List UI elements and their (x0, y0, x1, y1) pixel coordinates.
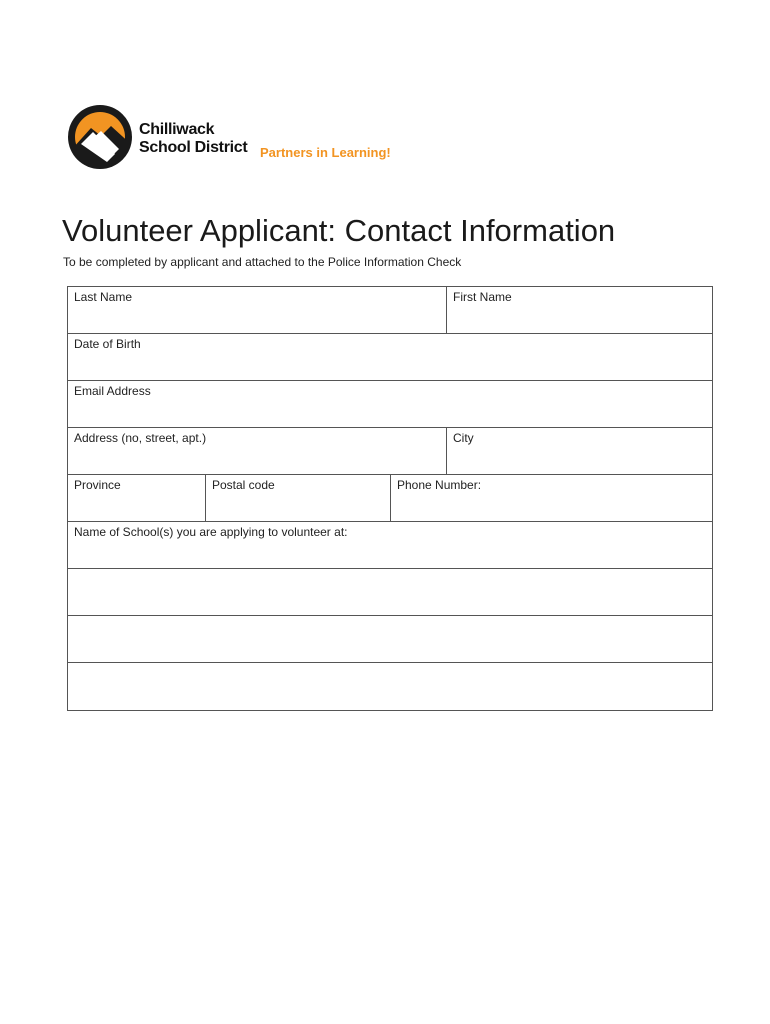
date-of-birth-label: Date of Birth (74, 337, 141, 351)
school-entry-line-2[interactable] (68, 616, 712, 662)
email-label: Email Address (74, 384, 151, 398)
form-row-blank-2 (68, 616, 712, 663)
last-name-label: Last Name (74, 290, 133, 304)
form-row-name (68, 287, 712, 334)
postal-code-field[interactable] (206, 475, 391, 521)
form-row-schools (68, 522, 712, 569)
district-logo-icon (67, 104, 133, 170)
form-row-province (68, 475, 712, 522)
logo-wordmark (139, 121, 247, 157)
form-row-blank-3 (68, 663, 712, 710)
phone-label: Phone Number: (397, 478, 482, 492)
first-name-field[interactable] (447, 287, 712, 333)
page-subtitle: To be completed by applicant and attached to the Police Information Check (63, 255, 462, 269)
tagline: Partners in Learning! (260, 145, 391, 160)
school-entry-line-3[interactable] (68, 663, 712, 710)
first-name-label: First Name (453, 290, 512, 304)
email-field[interactable] (68, 381, 712, 427)
address-label: Address (no, street, apt.) (74, 431, 207, 445)
city-label: City (453, 431, 474, 445)
postal-code-label: Postal code (212, 478, 275, 492)
school-entry-line-1[interactable] (68, 569, 712, 615)
last-name-field[interactable] (68, 287, 447, 333)
form-row-dob (68, 334, 712, 381)
form-row-blank-1 (68, 569, 712, 616)
province-label: Province (74, 478, 121, 492)
form-row-address (68, 428, 712, 475)
logo-line-2: School District (139, 139, 248, 156)
city-field[interactable] (447, 428, 712, 474)
phone-field[interactable] (391, 475, 712, 521)
logo-line-1: Chilliwack (139, 121, 215, 138)
address-field[interactable] (68, 428, 447, 474)
date-of-birth-field[interactable] (68, 334, 712, 380)
page-title: Volunteer Applicant: Contact Information (62, 213, 616, 248)
schools-field[interactable] (68, 522, 712, 568)
form-row-email (68, 381, 712, 428)
province-field[interactable] (68, 475, 206, 521)
schools-label: Name of School(s) you are applying to volunteer at: (74, 525, 348, 539)
contact-form (67, 286, 713, 711)
